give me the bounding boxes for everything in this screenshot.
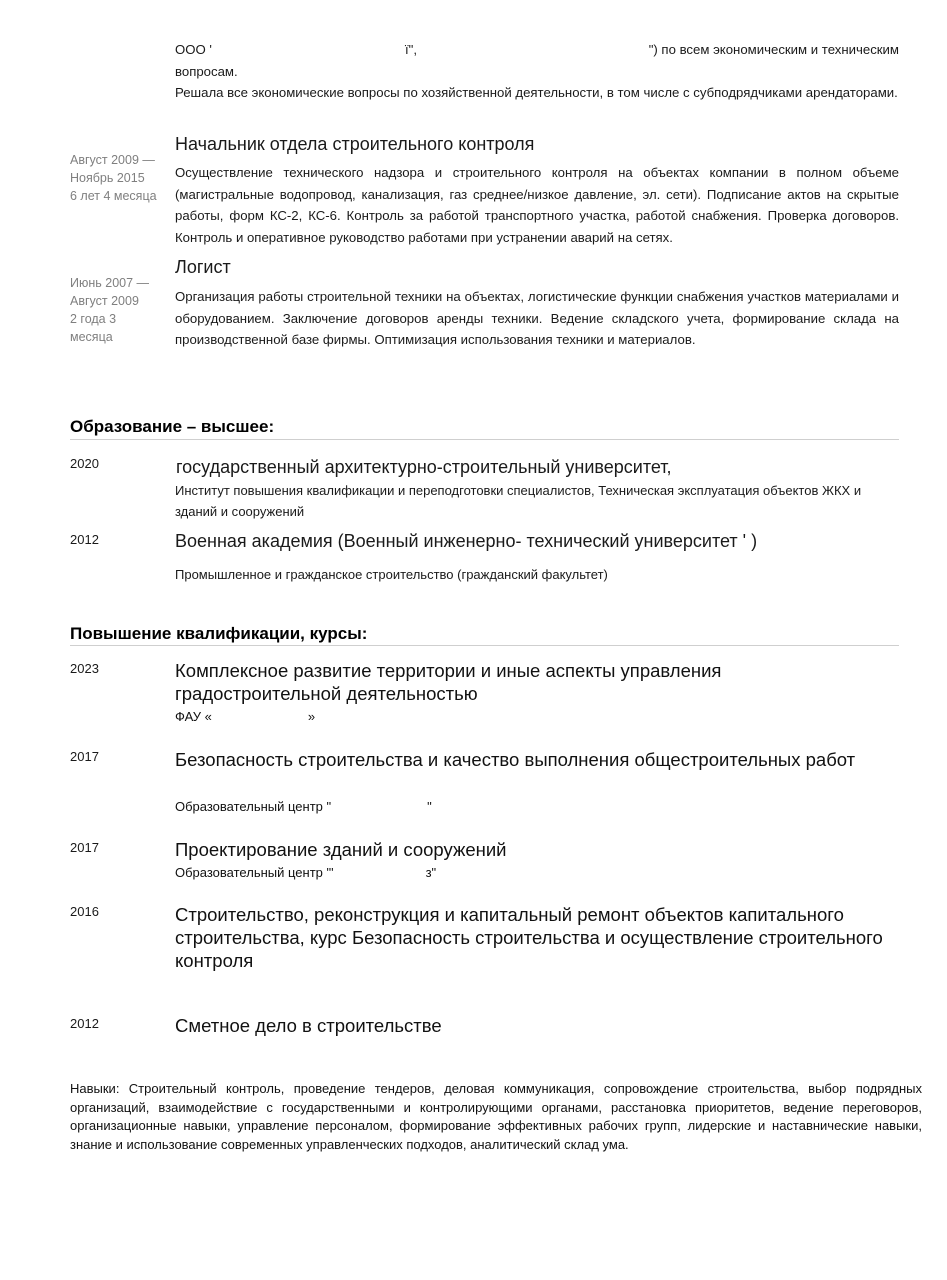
prev-job-para-2: Решала все экономические вопросы по хозяйственной деятельности, в том числе с субподрядчиками арендаторами. (175, 85, 898, 100)
course-title: Строительство, реконструкция и капитальный ремонт объектов капитального строительства, курс Безопасность строительства и осуществление строительного контроля (175, 904, 883, 971)
education-year: 2020 (70, 456, 99, 471)
prev-job-fragment-b: ") по всем экономическим и техническим (648, 42, 899, 57)
education-heading: Образование – высшее: (70, 417, 275, 436)
course-year: 2023 (70, 661, 99, 676)
job-duration-cont: месяца (70, 330, 113, 344)
courses-divider (70, 645, 899, 646)
education-title: Военная академия (Военный инженерно- технический университет ' ) (175, 531, 758, 551)
education-subtitle: Промышленное и гражданское строительство (гражданский факультет) (175, 567, 608, 582)
job-period-start: Август 2009 — (70, 153, 155, 167)
job-period (70, 274, 170, 346)
course-provider-suffix: з" (425, 865, 437, 880)
job-duration: 6 лет 4 месяца (70, 189, 157, 203)
course-year: 2016 (70, 904, 99, 919)
course-year: 2017 (70, 840, 99, 855)
course-year: 2012 (70, 1016, 99, 1031)
course-title: Проектирование зданий и сооружений (175, 839, 507, 860)
job-duration: 2 года 3 (70, 312, 117, 326)
prev-job-line-1 (175, 39, 899, 61)
course-provider-suffix: » (307, 709, 316, 724)
course-provider (175, 708, 475, 726)
skills-paragraph: Навыки: Строительный контроль, проведение тендеров, деловая коммуникация, сопровождение строительства, выбор подрядных организаций, взаимодействие с государственными и контролирующими органами, расстановка приоритетов, ведение переговоров, организационные навыки, управление персоналом, формирование эффективных рабочих групп, лидерские и наставнические навыки, знание и использование современных управленческих подходов, аналитический склад ума. (70, 1081, 922, 1152)
job-title: Начальник отдела строительного контроля (175, 134, 535, 154)
job-period-end: Ноябрь 2015 (70, 171, 145, 185)
course-provider-suffix: " (427, 799, 432, 814)
job-period-start: Июнь 2007 — (70, 276, 150, 290)
course-title: Сметное дело в строительстве (175, 1015, 442, 1036)
job-period-end: Август 2009 (70, 294, 139, 308)
education-title: государственный архитектурно-строительный университет, (176, 457, 672, 477)
course-title: Комплексное развитие территории и иные аспекты управления градостроительной деятельностью (175, 660, 722, 704)
courses-heading: Повышение квалификации, курсы: (70, 624, 368, 643)
education-year: 2012 (70, 532, 99, 547)
job-title: Логист (175, 257, 231, 277)
job-description: Осуществление технического надзора и строительного контроля на объектах компании в полном объеме (магистральные водопровод, канализация, газ среднее/низкое давление, эл. сети). Подписание актов на скрытые работы, форм КС-2, КС-6. Контроль за работой транспортного участка, работой снабжения. Проверка договоров. Контроль и оперативное руководство работами при устранении аварий на сетях. (175, 165, 899, 245)
course-provider-prefix: Образовательный центр "' (175, 865, 334, 880)
education-subtitle: Институт повышения квалификации и переподготовки специалистов, Техническая эксплуатация объектов ЖКХ и зданий и сооружений (175, 483, 862, 519)
prev-job-company-prefix: ООО ' (175, 42, 212, 57)
course-provider (175, 864, 575, 882)
job-description: Организация работы строительной техники на объектах, логистические функции снабжения участков материалами и оборудованием. Заключение договоров аренды техники. Ведение складского учета, формирование склада на производственной базе фирмы. Оптимизация использования техники и материалов. (175, 289, 899, 347)
course-title: Безопасность строительства и качество выполнения общестроительных работ (175, 749, 856, 770)
course-provider-prefix: Образовательный центр " (175, 799, 332, 814)
prev-job-description (175, 39, 899, 104)
prev-job-line-2: вопросам. (175, 63, 238, 79)
course-provider (175, 798, 575, 816)
course-year: 2017 (70, 749, 99, 764)
course-provider-prefix: ФАУ « (175, 709, 212, 724)
education-divider (70, 439, 899, 440)
prev-job-fragment-a: ї", (405, 42, 418, 57)
job-period (70, 151, 170, 205)
